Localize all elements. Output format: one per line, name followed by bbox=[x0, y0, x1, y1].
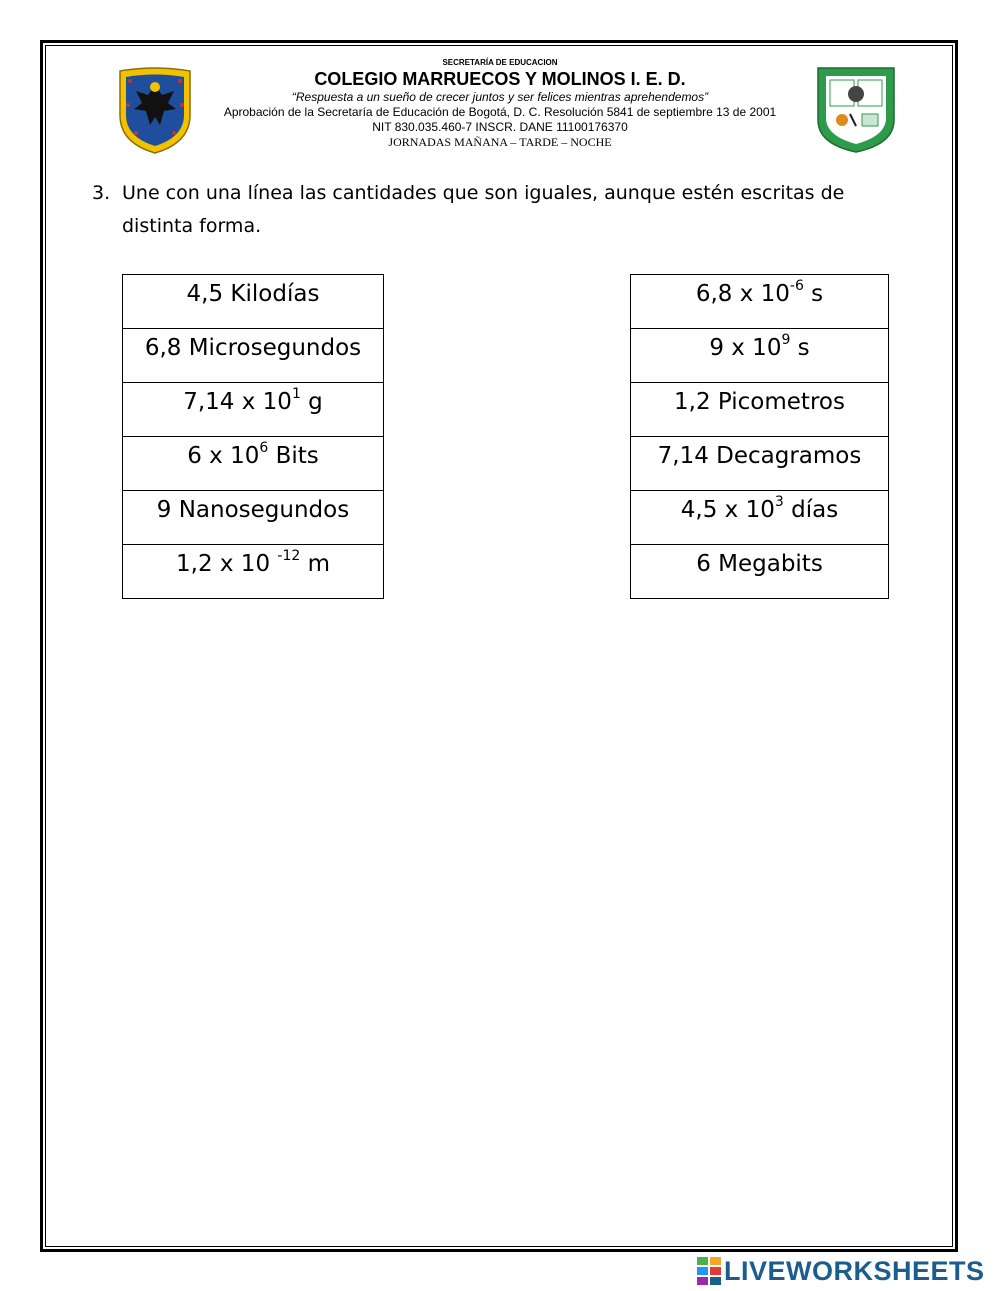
quantity-exponent: 6 bbox=[259, 440, 269, 457]
nit-line: NIT 830.035.460-7 INSCR. DANE 11100176370 bbox=[372, 120, 628, 134]
right-row bbox=[631, 437, 889, 491]
school-name: COLEGIO MARRUECOS Y MOLINOS I. E. D. bbox=[314, 69, 686, 89]
quantity-base: 6 x 10 bbox=[187, 443, 260, 469]
right-quantities-table bbox=[630, 274, 889, 599]
left-row bbox=[123, 545, 384, 599]
right-quantity-cell[interactable] bbox=[631, 545, 889, 599]
left-row bbox=[123, 437, 384, 491]
quantity-base: 6,8 Microsegundos bbox=[144, 335, 362, 361]
right-row bbox=[631, 383, 889, 437]
quantity-base: 6 Megabits bbox=[696, 551, 823, 577]
secretaria-label: SECRETARÍA DE EDUCACION bbox=[442, 58, 558, 67]
quantity-base: 7,14 Decagramos bbox=[657, 443, 862, 469]
liveworksheets-brand: LIVEWORKSHEETS bbox=[724, 1256, 985, 1286]
quantity-unit: s bbox=[803, 281, 824, 307]
left-row bbox=[123, 329, 384, 383]
jornadas-line: JORNADAS MAÑANA – TARDE – NOCHE bbox=[388, 135, 612, 149]
quantity-unit: días bbox=[783, 497, 839, 523]
bogota-shield-logo bbox=[116, 65, 194, 155]
question-number: 3. bbox=[92, 182, 111, 204]
right-quantity-cell[interactable] bbox=[631, 383, 889, 437]
right-row bbox=[631, 275, 889, 329]
quantity-exponent: -6 bbox=[789, 278, 804, 295]
left-quantity-cell[interactable] bbox=[123, 275, 384, 329]
left-quantity-cell[interactable] bbox=[123, 491, 384, 545]
left-row bbox=[123, 491, 384, 545]
right-quantity-cell[interactable] bbox=[631, 491, 889, 545]
quantity-base: 4,5 Kilodías bbox=[186, 281, 320, 307]
quantity-base: 6,8 x 10 bbox=[695, 281, 790, 307]
right-row bbox=[631, 545, 889, 599]
right-quantity-cell[interactable] bbox=[631, 437, 889, 491]
quantity-unit: m bbox=[300, 551, 330, 577]
left-quantity-cell[interactable] bbox=[123, 329, 384, 383]
quantity-base: 1,2 Picometros bbox=[674, 389, 845, 415]
quantity-unit: g bbox=[300, 389, 323, 415]
left-quantity-cell[interactable] bbox=[123, 383, 384, 437]
right-row bbox=[631, 491, 889, 545]
quantity-unit: s bbox=[790, 335, 810, 361]
quantity-base: 1,2 x 10 bbox=[176, 551, 278, 577]
approval-line: Aprobación de la Secretaría de Educación de Bogotá, D. C. Resolución 5841 de septiembre 13 de 2001 bbox=[223, 105, 777, 119]
quantity-exponent: 1 bbox=[291, 386, 301, 403]
school-motto: “Respuesta a un sueño de crecer juntos y ser felices mientras aprehendemos” bbox=[291, 90, 709, 104]
quantity-exponent: 3 bbox=[774, 494, 784, 511]
left-quantities-table bbox=[122, 274, 384, 599]
quantity-base: 9 Nanosegundos bbox=[156, 497, 350, 523]
quantity-base: 7,14 x 10 bbox=[183, 389, 292, 415]
quantity-unit: Bits bbox=[268, 443, 319, 469]
right-quantity-cell[interactable] bbox=[631, 329, 889, 383]
question-text: Une con una línea las cantidades que son iguales, aunque estén escritas de distinta forma. bbox=[122, 182, 845, 237]
quantity-base: 9 x 10 bbox=[709, 335, 782, 361]
quantity-exponent: 9 bbox=[781, 332, 791, 349]
right-quantity-cell[interactable] bbox=[631, 275, 889, 329]
quantity-exponent: -12 bbox=[277, 548, 301, 565]
right-row bbox=[631, 329, 889, 383]
quantity-base: 4,5 x 10 bbox=[680, 497, 775, 523]
left-quantity-cell[interactable] bbox=[123, 545, 384, 599]
liveworksheets-logo-icon bbox=[696, 1256, 722, 1286]
letterhead bbox=[200, 58, 800, 150]
left-quantity-cell[interactable] bbox=[123, 437, 384, 491]
left-row bbox=[123, 383, 384, 437]
left-row bbox=[123, 275, 384, 329]
school-seal-logo bbox=[812, 64, 900, 154]
